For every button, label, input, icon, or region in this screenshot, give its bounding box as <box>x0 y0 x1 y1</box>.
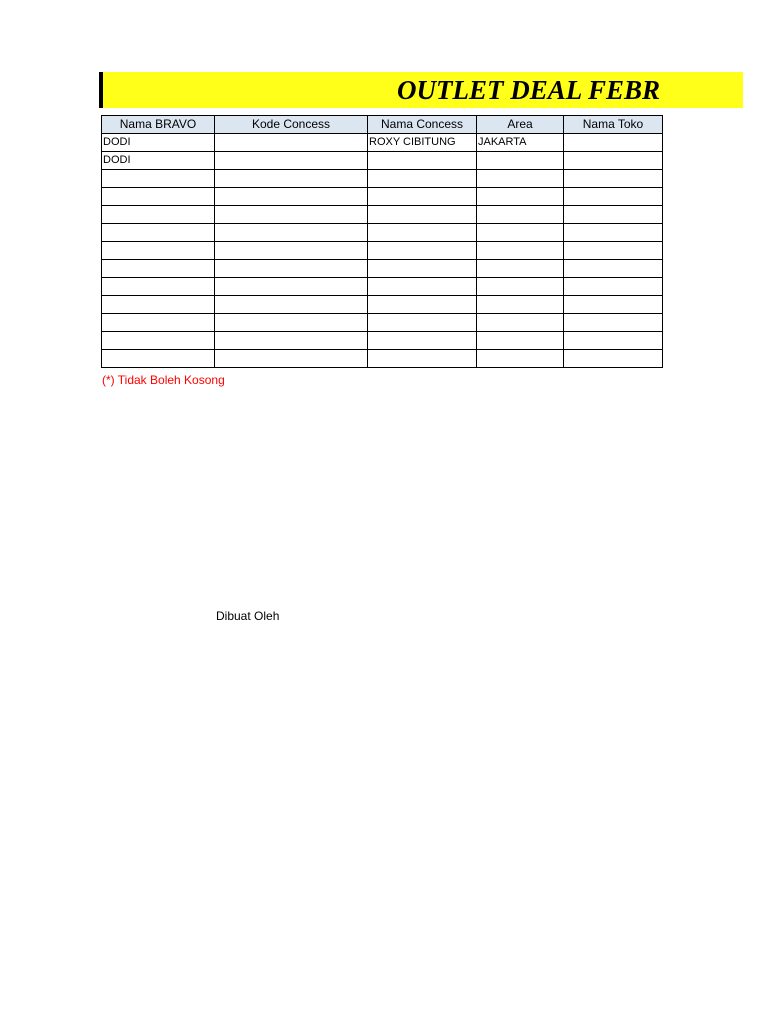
cell-nama-concess[interactable] <box>368 224 477 242</box>
table-row <box>102 314 663 332</box>
cell-kode-concess[interactable] <box>215 278 368 296</box>
cell-kode-concess[interactable] <box>215 206 368 224</box>
cell-area[interactable] <box>477 170 564 188</box>
cell-nama-toko[interactable] <box>564 134 663 152</box>
signed-by-label: Dibuat Oleh <box>216 609 280 623</box>
cell-area[interactable] <box>477 350 564 368</box>
cell-nama-concess[interactable] <box>368 242 477 260</box>
table-row <box>102 134 663 152</box>
table-header-row <box>102 116 663 134</box>
cell-nama-concess[interactable] <box>368 350 477 368</box>
cell-nama-bravo[interactable] <box>102 260 215 278</box>
cell-kode-concess[interactable] <box>215 350 368 368</box>
cell-kode-concess[interactable] <box>215 224 368 242</box>
header-kode-concess: Kode Concess <box>215 116 368 134</box>
cell-nama-toko[interactable] <box>564 332 663 350</box>
cell-nama-concess[interactable] <box>368 314 477 332</box>
table-row <box>102 224 663 242</box>
cell-nama-toko[interactable] <box>564 242 663 260</box>
cell-nama-toko[interactable] <box>564 350 663 368</box>
cell-nama-bravo[interactable] <box>102 296 215 314</box>
cell-kode-concess[interactable] <box>215 170 368 188</box>
cell-nama-bravo[interactable]: DODI <box>102 152 215 170</box>
cell-kode-concess[interactable] <box>215 242 368 260</box>
cell-nama-toko[interactable] <box>564 296 663 314</box>
cell-nama-concess[interactable] <box>368 152 477 170</box>
cell-nama-toko[interactable] <box>564 206 663 224</box>
cell-nama-bravo[interactable] <box>102 170 215 188</box>
document-title: OUTLET DEAL FEBR <box>397 75 661 105</box>
table-row <box>102 206 663 224</box>
title-banner-border <box>99 72 103 108</box>
cell-nama-concess[interactable] <box>368 296 477 314</box>
cell-nama-bravo[interactable] <box>102 242 215 260</box>
cell-area[interactable] <box>477 242 564 260</box>
cell-area[interactable] <box>477 332 564 350</box>
cell-nama-concess[interactable]: ROXY CIBITUNG <box>368 134 477 152</box>
required-note: (*) Tidak Boleh Kosong <box>102 373 225 387</box>
cell-kode-concess[interactable] <box>215 152 368 170</box>
cell-area[interactable] <box>477 296 564 314</box>
table-row <box>102 170 663 188</box>
cell-nama-bravo[interactable] <box>102 224 215 242</box>
cell-area[interactable] <box>477 152 564 170</box>
cell-nama-bravo[interactable] <box>102 350 215 368</box>
cell-area[interactable] <box>477 188 564 206</box>
cell-area[interactable] <box>477 224 564 242</box>
cell-kode-concess[interactable] <box>215 296 368 314</box>
table-row <box>102 278 663 296</box>
cell-area[interactable]: JAKARTA <box>477 134 564 152</box>
cell-area[interactable] <box>477 206 564 224</box>
table-row <box>102 152 663 170</box>
cell-nama-toko[interactable] <box>564 260 663 278</box>
outlet-table <box>101 115 663 368</box>
cell-nama-concess[interactable] <box>368 170 477 188</box>
cell-kode-concess[interactable] <box>215 260 368 278</box>
cell-nama-concess[interactable] <box>368 260 477 278</box>
table-row <box>102 242 663 260</box>
cell-nama-concess[interactable] <box>368 332 477 350</box>
cell-kode-concess[interactable] <box>215 188 368 206</box>
cell-area[interactable] <box>477 314 564 332</box>
cell-area[interactable] <box>477 260 564 278</box>
cell-nama-toko[interactable] <box>564 170 663 188</box>
cell-nama-concess[interactable] <box>368 188 477 206</box>
cell-kode-concess[interactable] <box>215 332 368 350</box>
header-nama-toko: Nama Toko <box>564 116 663 134</box>
table-row <box>102 188 663 206</box>
cell-nama-toko[interactable] <box>564 152 663 170</box>
cell-nama-concess[interactable] <box>368 206 477 224</box>
table-row <box>102 260 663 278</box>
table-row <box>102 350 663 368</box>
cell-nama-bravo[interactable] <box>102 332 215 350</box>
cell-nama-toko[interactable] <box>564 314 663 332</box>
header-nama-concess: Nama Concess <box>368 116 477 134</box>
cell-nama-bravo[interactable]: DODI <box>102 134 215 152</box>
cell-kode-concess[interactable] <box>215 314 368 332</box>
cell-nama-bravo[interactable] <box>102 278 215 296</box>
table-row <box>102 332 663 350</box>
table-row <box>102 296 663 314</box>
cell-nama-toko[interactable] <box>564 224 663 242</box>
header-area: Area <box>477 116 564 134</box>
cell-nama-toko[interactable] <box>564 188 663 206</box>
cell-nama-bravo[interactable] <box>102 206 215 224</box>
cell-area[interactable] <box>477 278 564 296</box>
cell-nama-toko[interactable] <box>564 278 663 296</box>
cell-nama-bravo[interactable] <box>102 188 215 206</box>
header-nama-bravo: Nama BRAVO <box>102 116 215 134</box>
cell-kode-concess[interactable] <box>215 134 368 152</box>
cell-nama-bravo[interactable] <box>102 314 215 332</box>
cell-nama-concess[interactable] <box>368 278 477 296</box>
table-body <box>102 134 663 368</box>
